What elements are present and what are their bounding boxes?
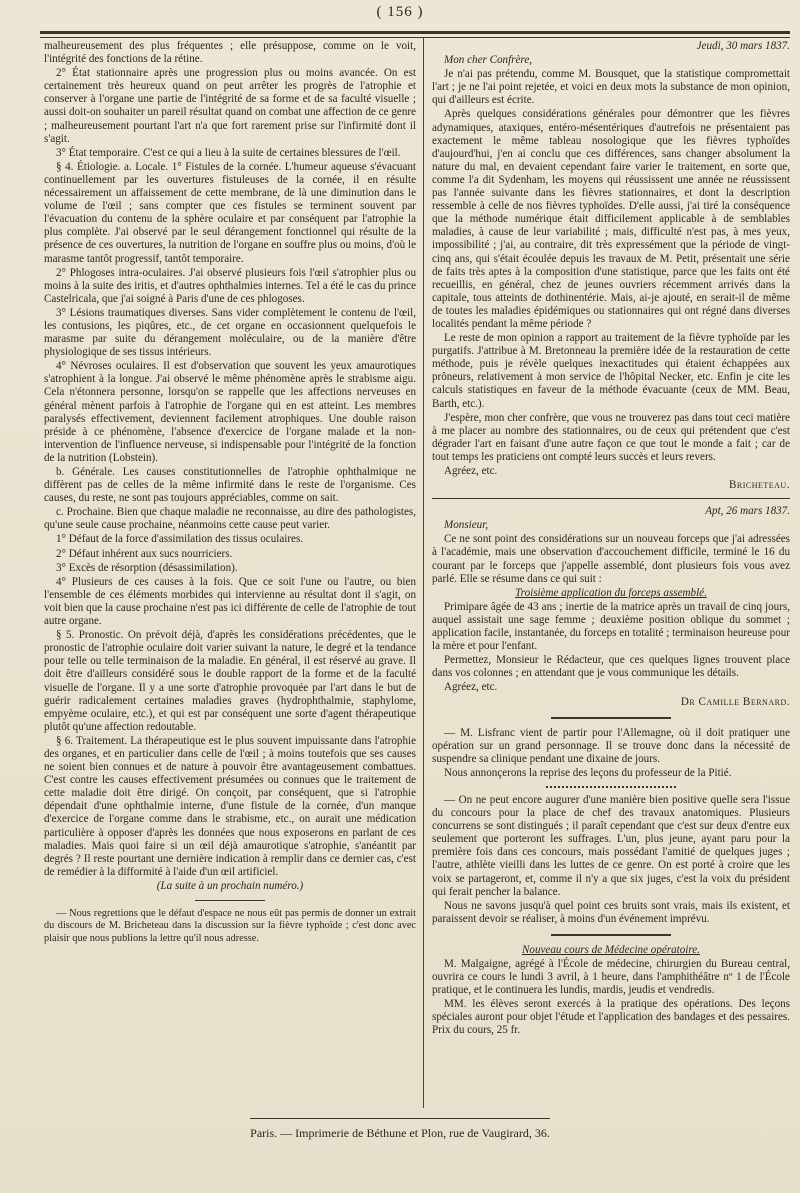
list-item: 2° Défaut inhérent aux sucs nourriciers. (56, 547, 233, 560)
paragraph: Je n'ai pas prétendu, comme M. Bousquet, que la statistique compromettait l'art ; je ne l'ai point rejetée, et voici en deux mots la substance de mon opinion, qui d'ailleurs est écrite. (432, 68, 790, 107)
paragraph: Ce ne sont point des considérations sur un nouveau forceps que j'ai adressées à l'académie, mais une observation d'accouchement difficile, terminé le 16 du courant par le forceps que j'appelle assemblé, dont plusieurs fois vous avez parlé. Elle se résume dans ce qui suit : (432, 533, 790, 585)
paragraph: Le reste de mon opinion a rapport au traitement de la fièvre typhoïde par les purgatifs. J'attribue à M. Bretonneau la première idée de la restauration de cette méthode, puis je révèle quelques inexactitudes qui étaient échappées aux prôneurs, relativement à mon service de l'hôpital Necker, etc. Enfin je cite les calculs statistiques en faveur de la méthode évacuante (ceux de MM. Beau, Barth, etc.). (432, 332, 790, 410)
letter-salutation: Monsieur, (444, 519, 489, 532)
signature: Bricheteau. (728, 479, 790, 492)
imprint-rule (250, 1118, 550, 1119)
paragraph: c. Prochaine. Bien que chaque maladie ne reconnaisse, au dire des pathologistes, qu'une seule cause prochaine, néanmoins cette cause peut varier. (44, 506, 416, 532)
signature: Dr Camille Bernard. (680, 695, 790, 708)
paragraph: malheureusement des plus fréquentes ; elle présuppose, comme on le voit, l'intégrité des fonctions de la rétine. (44, 40, 416, 66)
paragraph: Permettez, Monsieur le Rédacteur, que ces quelques lignes trouvent place dans vos colonnes ; en attendant que je vous communique les détails. (432, 654, 790, 680)
separator (551, 717, 671, 719)
separator (546, 786, 676, 788)
section-title: Nouveau cours de Médecine opératoire. (522, 943, 700, 956)
paragraph: Agréez, etc. (444, 681, 498, 694)
paragraph: Primipare âgée de 43 ans ; inertie de la matrice après un travail de cinq jours, auquel assistait une sage femme ; deuxième position oblique du sommet ; application facile, instantanée, du forceps en totalité ; terminaison heureuse pour la mère et pour l'enfant. (432, 600, 790, 653)
paragraph: Après quelques considérations générales pour démontrer que les fièvres adynamiques, ataxiques, entéro-mésentériques d'autrefois ne présentaient pas exactement le même tableau nosologique que les fièvres typhoïdes d'aujourd'hui, j'en ai conclu que ces différences, sans changer absolument la nature du mal, en devaient cependant faire varier le traitement, en sorte que, comme l'a dit Sydenham, les moyens qui réussissent une année ne réussissent pas l'année suivante dans les fièvres stationnaires, et dont la description ressemble à celle de nos fièvres typhoïdes. D'elle aussi, j'ai tiré la conséquence que la méthode numérique était difficilement applicable à de semblables maladies, à cause de leur variabilité ; mais, difficulté n'est pas, à mes yeux, impossibilité ; j'ai, au contraire, dit très expressément que la période de vingt-cinq ans, qui s'était écoulée depuis les travaux de M. Petit, présentait une série de faits très aptes à la composition d'une statistique, parce que les faits ont été recueillis, en général, chez de jeunes ouvriers récemment arrivés dans la capitale, tous atteints de dothinentérie. Mais, ai-je ajouté, en serait-il de même de toutes les maladies épidémiques ou stationnaires qui ont régné dans diverses localités pendant la même période ? (432, 108, 790, 330)
paragraph: § 4. Étiologie. a. Locale. 1° Fistules de la cornée. L'humeur aqueuse s'évacuant continuellement par les ouvertures fistuleuses de la cornée, il en résulte nécessairement un affaissement de cette membrane, de là une diminution dans le volume de l'œil ; sans compter que ces fistules se terminent souvent par l'évacuation du contenu de la sphère oculaire et par conséquent par l'atrophie la plus complète. J'ai observé par le seul dérangement fonctionnel qui résulte de la présence de ces ouvertures, la nutrition de l'organe en souffre plus ou moins, d'où le marasme tantôt progressif, tantôt temporaire. (44, 160, 416, 265)
paragraph: 3° État temporaire. C'est ce qui a lieu à la suite de certaines blessures de l'œil. (56, 146, 401, 159)
page-number: ( 156 ) (376, 4, 424, 20)
header-rule (40, 31, 790, 38)
letter-date: Apt, 26 mars 1837. (705, 505, 790, 518)
paragraph: J'espère, mon cher confrère, que vous ne trouverez pas dans tout ceci matière à me placer au nombre des stationnaires, ou de ceux qui prétendent que c'est dégrader l'art en faisant d'une autre façon ce que tout le monde a fait ; car de tout temps les praticiens ont compté leurs succès et leurs revers. (432, 411, 790, 463)
imprint-line: Paris. — Imprimerie de Béthune et Plon, rue de Vaugirard, 36. (250, 1126, 550, 1140)
separator (551, 934, 671, 936)
left-column (44, 40, 416, 1110)
paragraph: 3° Lésions traumatiques diverses. Sans vider complètement le contenu de l'œil, les contusions, les piqûres, etc., de cet organe en occasionnent quelquefois le marasme par suite du dérangement moléculaire, ou de la manière d'être physiologique de ses tissus intérieurs. (44, 306, 416, 359)
right-column (432, 40, 790, 1095)
paragraph: Agréez, etc. (444, 465, 498, 477)
paragraph: b. Générale. Les causes constitutionnelles de l'atrophie ophthalmique ne diffèrent pas de celles de la même infirmité dans le reste de l'organisme. Ces causes, du reste, ne sont pas toujours appréciables, comme on sait. (44, 466, 416, 505)
paragraph: 4° Névroses oculaires. Il est d'observation que souvent les yeux amaurotiques s'atrophient à la longue. J'ai observé le même phénomène après le strabisme aigu. Cela n'étonnera personne, lorsqu'on se rappelle que les affections nerveuses en général mènent parfois à l'atrophie de l'organe qui en est atteint. Les membres paralysés effectivement, deviennent facilement atrophiques. Une double raison préside à ce phénomène, l'absence d'exercice de l'organe malade et la non-intervention de l'influence nerveuse, si indispensable pour l'intégrité de la fonction de la nutrition (Lobstein). (44, 360, 416, 464)
column-divider (423, 38, 424, 1108)
paragraph: M. Malgaigne, agrégé à l'École de médecine, chirurgien du Bureau central, ouvrira ce cours le lundi 3 avril, à 1 heure, dans l'amphithéâtre nº 1 de l'École pratique, et le continuera les lundis, mardis, jeudis et vendredis. (432, 958, 790, 997)
list-item: 3° Excès de résorption (désassimilation). (56, 561, 238, 574)
paragraph: MM. les élèves seront exercés à la pratique des opérations. Des leçons spéciales auront pour objet l'étude et l'application des bandages et des pessaires. Prix du cours, 25 fr. (432, 998, 790, 1037)
editorial-note: — Nous regrettions que le défaut d'espace ne nous eût pas permis de donner un extrait du discours de M. Bricheteau dans la discussion sur la fièvre typhoïde ; c'est donc avec plaisir que nous publions la lettre qu'il nous adresse. (44, 908, 416, 944)
letter-date: Jeudi, 30 mars 1837. (696, 40, 790, 52)
paragraph: Nous ne savons jusqu'à quel point ces bruits sont vrais, mais ils existent, et paraissent devoir se réaliser, à moins d'un événement imprévu. (432, 899, 790, 925)
paragraph: — M. Lisfranc vient de partir pour l'Allemagne, où il doit pratiquer une opération sur un grand personnage. Il se trouve donc dans la nécessité de suspendre sa clinique pendant une dixaine de jours. (432, 726, 790, 765)
paragraph: — On ne peut encore augurer d'une manière bien positive quelle sera l'issue du concours pour la place de chef des travaux anatomiques. Plusieurs concurrens se sont distingués ; il paraît cependant que c'est sur deux d'entre eux seulement que porteront les suffrages. L'un, plus jeune, ayant paru pour la première fois dans ces concours, mais possédant l'amitié de quelques juges ; l'autre, athlète vieilli dans les luttes de ce genre. On est porté à croire que les voix se partageront, et, comme il n'y a que six juges, c'est la voix du président qui ferait pencher la balance. (432, 793, 790, 898)
separator (432, 498, 790, 499)
paragraph: § 5. Pronostic. On prévoit déjà, d'après les considérations précédentes, que le pronostic de l'atrophie oculaire doit varier suivant la nature, le degré et la tendance pour telle ou telle terminaison de la maladie. En général, il est réservé au grave. Il doit être d'ailleurs considéré sous le double rapport de la forme et de la faculté visuelle de l'organe. Il y a une sorte d'atrophie provoquée par l'art dans le but de guérir radicalement certaines maladies graves (hydrophthalmie, staphylome, empyème oculaire, etc.), et qui est par conséquent une sorte d'agent thérapeutique plutôt qu'une affection redoutable. (44, 629, 416, 733)
paragraph: 2° État stationnaire après une progression plus ou moins avancée. On est certainement très heureux quand on peut arrêter les progrès de l'atrophie et conserver à l'organe une partie de l'intégrité de sa forme et de sa faculté visuelle ; aussi doit-on souhaiter un pareil résultat quand on combat une affection de ce genre ; malheureusement pourtant l'art n'a que fort rarement prise sur l'infirmité dont il s'agit. (44, 67, 416, 145)
section-title: Troisième application du forceps assemblé. (515, 586, 707, 599)
separator (195, 900, 265, 901)
paragraph: § 6. Traitement. La thérapeutique est le plus souvent impuissante dans l'atrophie des organes, et en particulier dans celle de l'œil ; à moins toutefois que ses causes ne soient bien connues et de nature à pouvoir être avantageusement combattues. C'est contre les causes effectivement présumées ou connues que le traitement de cette maladie doit être dirigé. On conçoit, par conséquent, que si l'atrophie dépendait d'une ophthalmie interne, d'une fistule de la cornée, d'un manque d'exercice de l'organe comme dans le strabisme, etc., on aurait une médication particulière à opposer d'après les données que nous exposerons en parlant de ces maladies. Mais quoi faire si un œil déjà amaurotique s'atrophie, s'anéantit par degrés ? Il reste pourtant une dernière indication à remplir dans ce dernier cas, c'est de remédier à la difformité à l'aide d'un œil artificiel. (44, 734, 416, 878)
continuation-note: (La suite à un prochain numéro.) (156, 879, 304, 892)
list-item: 1° Défaut de la force d'assimilation des tissus oculaires. (56, 533, 304, 546)
letter-salutation: Mon cher Confrère, (444, 54, 533, 67)
paragraph: Nous annonçerons la reprise des leçons du professeur de la Pitié. (444, 766, 732, 779)
paragraph: 4° Plusieurs de ces causes à la fois. Que ce soit l'une ou l'autre, ou bien l'ensemble de ces éléments morbides qui intervienne au résultat dont il s'agit, on voit bien que la cause prochaine n'est pas ici différente de celle de l'atrophie de tout autre organe. (44, 575, 416, 628)
paragraph: 2° Phlogoses intra-oculaires. J'ai observé plusieurs fois l'œil s'atrophier plus ou moins à la suite des iritis, et d'autres ophthalmies internes. Tel a été le cas du prince Castelricala, que j'ai soigné à Paris d'une de ces phlogoses. (44, 266, 416, 305)
